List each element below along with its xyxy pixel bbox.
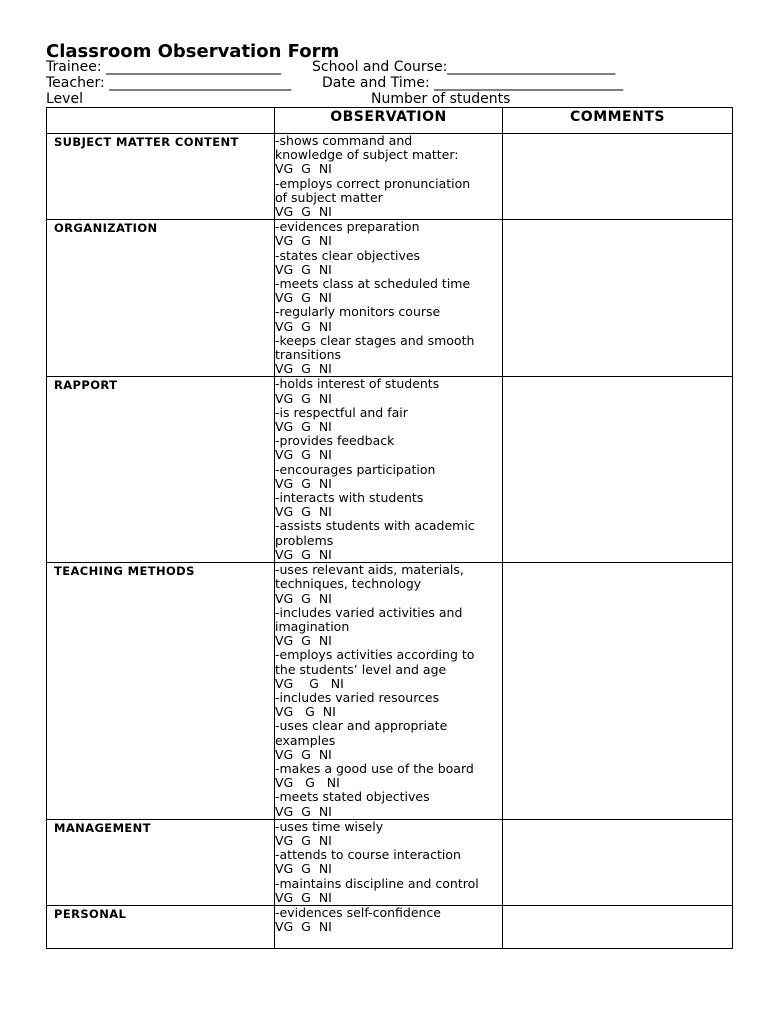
- observation-cell: [275, 819, 503, 905]
- comments-cell[interactable]: [503, 134, 733, 220]
- category-label: RAPPORT: [54, 378, 118, 393]
- category-label: TEACHING METHODS: [54, 564, 195, 579]
- observation-line: -employs activities according to: [275, 647, 475, 663]
- comments-cell[interactable]: [503, 819, 733, 905]
- category-column-header: [47, 108, 275, 134]
- category-cell: [47, 563, 275, 820]
- observation-line: -employs correct pronunciation: [275, 175, 471, 191]
- observation-line: -keeps clear stages and smooth: [275, 332, 475, 348]
- category-cell: [47, 220, 275, 377]
- school-course-field[interactable]: School and Course:________________________: [312, 59, 616, 75]
- category-label: SUBJECT MATTER CONTENT: [54, 135, 239, 149]
- category-label: MANAGEMENT: [54, 820, 151, 835]
- observation-line: VG G NI: [275, 318, 332, 334]
- observation-line: knowledge of subject matter:: [275, 147, 459, 163]
- observation-line: the students’ level and age: [275, 661, 447, 677]
- observation-line: techniques, technology: [275, 576, 422, 592]
- number-of-students-field[interactable]: Number of students: [371, 91, 511, 107]
- observation-line: VG G NI: [275, 390, 332, 406]
- observation-line: VG G NI: [275, 447, 332, 463]
- observation-line: VG G NI: [275, 775, 340, 791]
- observation-line: -uses time wisely: [275, 818, 384, 834]
- observation-line: -uses relevant aids, materials,: [275, 562, 464, 578]
- observation-line: VG G NI: [275, 704, 336, 720]
- observation-line: -assists students with academic: [275, 518, 475, 534]
- table-header-row: [47, 108, 733, 134]
- table-row: [47, 220, 733, 377]
- observation-cell: [275, 220, 503, 377]
- observation-cell: [275, 905, 503, 948]
- trainee-field[interactable]: Trainee: _________________________: [46, 59, 281, 75]
- observation-line: VG G NI: [275, 590, 332, 606]
- comments-cell[interactable]: [503, 377, 733, 563]
- observation-line: VG G NI: [275, 261, 332, 277]
- observation-line: VG G NI: [275, 832, 332, 848]
- observation-line: -states clear objectives: [275, 247, 421, 263]
- observation-line: VG G NI: [275, 419, 332, 435]
- observation-line: VG G NI: [275, 861, 332, 877]
- observation-line: VG G NI: [275, 803, 332, 819]
- comments-cell[interactable]: [503, 563, 733, 820]
- observation-line: -includes varied activities and: [275, 604, 463, 620]
- observation-line: -shows command and: [275, 133, 413, 148]
- observation-line: VG G NI: [275, 546, 332, 562]
- category-cell: [47, 905, 275, 948]
- observation-line: VG G NI: [275, 475, 332, 491]
- observation-line: VG G NI: [275, 919, 332, 935]
- category-cell: [47, 819, 275, 905]
- observation-cell: [275, 134, 503, 220]
- observation-line: transitions: [275, 347, 342, 363]
- observation-line: -maintains discipline and control: [275, 875, 479, 891]
- observation-line: examples: [275, 732, 336, 748]
- form-title: Classroom Observation Form: [46, 41, 340, 62]
- observation-cell: [275, 377, 503, 563]
- category-cell: [47, 134, 275, 220]
- observation-line: -evidences preparation: [275, 219, 420, 235]
- observation-line: VG G NI: [275, 675, 344, 691]
- observation-line: VG G NI: [275, 889, 332, 905]
- observation-line: -is respectful and fair: [275, 404, 408, 420]
- table-row: [47, 134, 733, 220]
- observation-line: VG G NI: [275, 746, 332, 762]
- observation-line: -regularly monitors course: [275, 304, 441, 320]
- level-field[interactable]: Level: [46, 91, 83, 107]
- category-cell: [47, 377, 275, 563]
- observation-column-header: OBSERVATION: [275, 108, 503, 134]
- comments-cell[interactable]: [503, 905, 733, 948]
- category-label: PERSONAL: [54, 906, 127, 921]
- observation-line: VG G NI: [275, 233, 332, 249]
- observation-line: -evidences self-confidence: [275, 904, 441, 920]
- comments-cell[interactable]: [503, 220, 733, 377]
- observation-line: -uses clear and appropriate: [275, 718, 448, 734]
- table-row: [47, 819, 733, 905]
- observation-line: VG G NI: [275, 204, 332, 220]
- observation-line: VG G NI: [275, 161, 332, 177]
- observation-line: -provides feedback: [275, 433, 395, 449]
- teacher-field[interactable]: Teacher: __________________________: [46, 75, 292, 91]
- observation-line: imagination: [275, 618, 350, 634]
- observation-line: VG G NI: [275, 633, 332, 649]
- observation-table: [46, 107, 733, 949]
- observation-line: VG G NI: [275, 290, 332, 306]
- observation-line: -interacts with students: [275, 490, 424, 506]
- comments-column-header: COMMENTS: [503, 108, 733, 134]
- observation-line: VG G NI: [275, 504, 332, 520]
- observation-line: -meets class at scheduled time: [275, 276, 471, 292]
- observation-line: -meets stated objectives: [275, 789, 430, 805]
- table-row: [47, 905, 733, 948]
- observation-line: -includes varied resources: [275, 689, 440, 705]
- observation-line: -holds interest of students: [275, 376, 440, 392]
- table-row: [47, 377, 733, 563]
- table-row: [47, 563, 733, 820]
- category-label: ORGANIZATION: [54, 221, 158, 236]
- observation-line: of subject matter: [275, 189, 383, 205]
- observation-line: problems: [275, 532, 334, 548]
- observation-line: -encourages participation: [275, 461, 436, 477]
- observation-line: -attends to course interaction: [275, 847, 461, 863]
- observation-line: -makes a good use of the board: [275, 760, 474, 776]
- observation-line: VG G NI: [275, 361, 332, 377]
- observation-cell: [275, 563, 503, 820]
- date-time-field[interactable]: Date and Time: ___________________________: [322, 75, 624, 91]
